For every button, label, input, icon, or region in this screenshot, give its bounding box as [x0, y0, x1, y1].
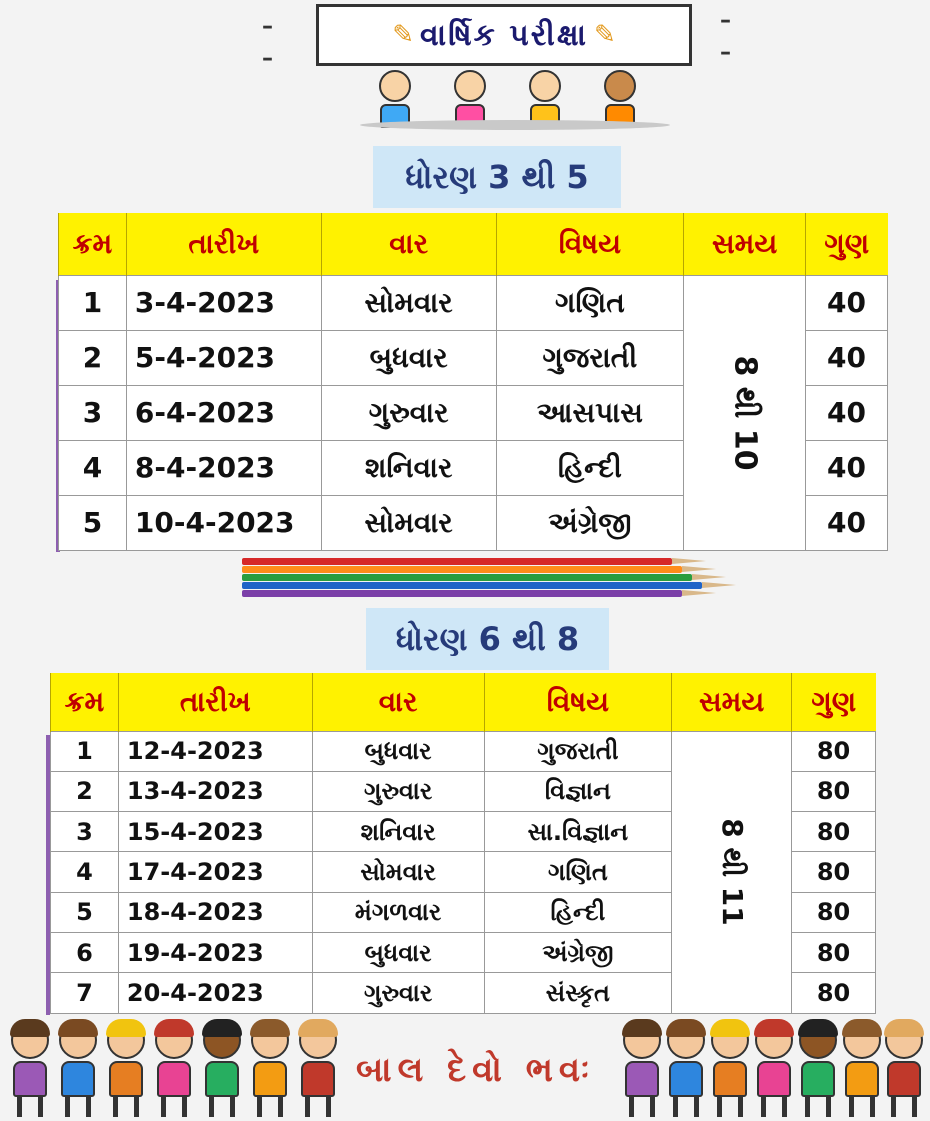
day-cell: ગુરુવાર [312, 771, 484, 811]
day-cell: બુધવાર [312, 932, 484, 972]
marks-cell: 40 [806, 275, 888, 330]
header-day: વાર [321, 213, 496, 275]
marks-cell: 40 [806, 495, 888, 550]
child-figure [664, 1021, 708, 1121]
date-cell: 5-4-2023 [126, 330, 321, 385]
header-subject: વિષય [484, 673, 672, 731]
subject-cell: ગણિત [484, 852, 672, 892]
child-figure [708, 1021, 752, 1121]
child-figure [200, 1021, 244, 1121]
child-figure [296, 1021, 340, 1121]
marks-cell: 40 [806, 330, 888, 385]
serial-cell: 3 [59, 385, 127, 440]
subject-cell: હિન્દી [484, 892, 672, 932]
header-time: સમય [672, 673, 792, 731]
header-date: તારીખ [126, 213, 321, 275]
pencil-illustration [242, 590, 682, 597]
marks-cell: 80 [792, 852, 876, 892]
serial-cell: 6 [51, 932, 119, 972]
date-cell: 20-4-2023 [118, 973, 312, 1013]
table-row [51, 731, 876, 771]
serial-cell: 2 [51, 771, 119, 811]
dash-decoration: – [262, 46, 273, 71]
table-header-row [59, 213, 888, 275]
date-cell: 17-4-2023 [118, 852, 312, 892]
dash-decoration: – [720, 8, 731, 33]
child-figure [796, 1021, 840, 1121]
serial-cell: 5 [51, 892, 119, 932]
date-cell: 8-4-2023 [126, 440, 321, 495]
dash-decoration: – [262, 14, 273, 39]
child-figure [152, 1021, 196, 1121]
pencil-icon: ✎ [593, 20, 616, 50]
child-figure [752, 1021, 796, 1121]
child-figure [840, 1021, 884, 1121]
date-cell: 6-4-2023 [126, 385, 321, 440]
date-cell: 10-4-2023 [126, 495, 321, 550]
subject-cell: ગુજરાતી [484, 731, 672, 771]
serial-cell: 1 [51, 731, 119, 771]
child-figure [104, 1021, 148, 1121]
day-cell: શનિવાર [312, 812, 484, 852]
subject-cell: ગણિત [496, 275, 684, 330]
marks-cell: 40 [806, 440, 888, 495]
child-figure [248, 1021, 292, 1121]
dash-decoration: – [720, 40, 731, 65]
marks-cell: 80 [792, 892, 876, 932]
date-cell: 12-4-2023 [118, 731, 312, 771]
pencil-icon: ✎ [392, 20, 415, 50]
marks-cell: 80 [792, 973, 876, 1013]
section-title-std-3-5: ધોરણ 3 થી 5 [373, 146, 621, 208]
header-date: તારીખ [118, 673, 312, 731]
date-cell: 13-4-2023 [118, 771, 312, 811]
pencil-illustration [242, 558, 672, 565]
serial-cell: 2 [59, 330, 127, 385]
header-serial: ક્રમ [59, 213, 127, 275]
footer-motto: બાલ દેવો ભવઃ [356, 1050, 596, 1090]
day-cell: મંગળવાર [312, 892, 484, 932]
banner-title: વાર્ષિક પરીક્ષા [420, 17, 588, 53]
day-cell: ગુરુવાર [312, 973, 484, 1013]
subject-cell: હિન્દી [496, 440, 684, 495]
pencil-illustration [242, 574, 692, 581]
subject-cell: ગુજરાતી [496, 330, 684, 385]
child-figure [620, 1021, 664, 1121]
child-figure [882, 1021, 926, 1121]
colored-pencils-divider [242, 552, 752, 604]
subject-cell: વિજ્ઞાન [484, 771, 672, 811]
marks-cell: 80 [792, 932, 876, 972]
subject-cell: અંગ્રેજી [496, 495, 684, 550]
child-figure [56, 1021, 100, 1121]
serial-cell: 3 [51, 812, 119, 852]
header-subject: વિષય [496, 213, 684, 275]
marks-cell: 40 [806, 385, 888, 440]
exam-table-std-3-5 [58, 213, 888, 551]
date-cell: 18-4-2023 [118, 892, 312, 932]
serial-cell: 4 [59, 440, 127, 495]
marks-cell: 80 [792, 771, 876, 811]
serial-cell: 1 [59, 275, 127, 330]
pencil-illustration [242, 566, 682, 573]
subject-cell: અંગ્રેજી [484, 932, 672, 972]
serial-cell: 4 [51, 852, 119, 892]
footer-illustration [0, 1010, 930, 1121]
exam-table-std-6-8 [50, 673, 876, 1014]
marks-cell: 80 [792, 812, 876, 852]
day-cell: શનિવાર [321, 440, 496, 495]
date-cell: 15-4-2023 [118, 812, 312, 852]
child-figure [8, 1021, 52, 1121]
day-cell: ગુરુવાર [321, 385, 496, 440]
day-cell: બુધવાર [321, 330, 496, 385]
header-serial: ક્રમ [51, 673, 119, 731]
time-text: 8 થી 11 [715, 818, 749, 926]
date-cell: 3-4-2023 [126, 275, 321, 330]
header-marks: ગુણ [806, 213, 888, 275]
day-cell: બુધવાર [312, 731, 484, 771]
subject-cell: આસપાસ [496, 385, 684, 440]
marks-cell: 80 [792, 731, 876, 771]
table-row [59, 275, 888, 330]
day-cell: સોમવાર [312, 852, 484, 892]
section-title-std-6-8: ધોરણ 6 થી 8 [366, 608, 609, 670]
ground-shadow [360, 120, 670, 130]
header-day: વાર [312, 673, 484, 731]
time-cell [672, 731, 792, 1013]
date-cell: 19-4-2023 [118, 932, 312, 972]
time-cell [684, 275, 806, 550]
pencil-illustration [242, 582, 702, 589]
serial-cell: 7 [51, 973, 119, 1013]
header-marks: ગુણ [792, 673, 876, 731]
serial-cell: 5 [59, 495, 127, 550]
banner [250, 0, 750, 135]
time-text: 8 થી 10 [727, 354, 763, 471]
subject-cell: સંસ્કૃત [484, 973, 672, 1013]
subject-cell: સા.વિજ્ઞાન [484, 812, 672, 852]
table-header-row [51, 673, 876, 731]
banner-sign [316, 4, 692, 66]
day-cell: સોમવાર [321, 275, 496, 330]
day-cell: સોમવાર [321, 495, 496, 550]
header-time: સમય [684, 213, 806, 275]
